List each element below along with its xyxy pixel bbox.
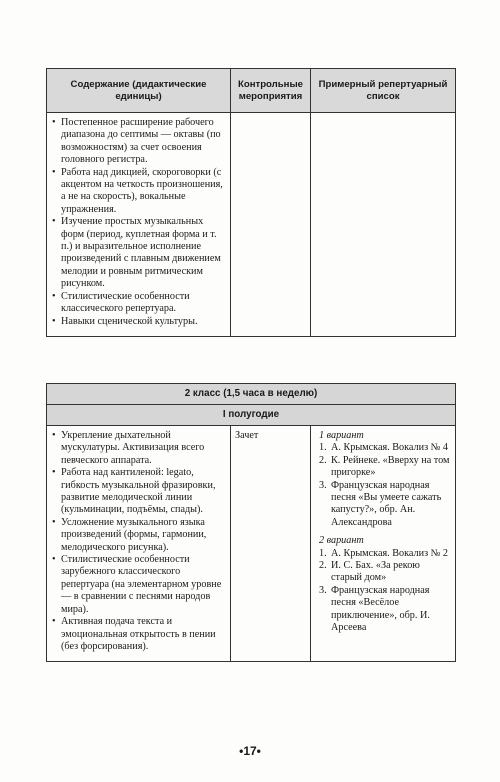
variant-2-title: 2 вариант: [319, 535, 364, 547]
variant-1-title: 1 вариант: [319, 430, 364, 441]
content-cell: [47, 113, 231, 337]
grade-title-row: [47, 384, 456, 405]
table-row: [47, 113, 456, 337]
list-item: • Навыки сценической культуры.: [47, 316, 226, 328]
variant-2-list: [315, 548, 451, 635]
list-item: • Работа над кантиленой: legato, гибкость музыкальной фразировки, развитие мелодической линии (кульминации, подъёмы, спады).: [47, 467, 226, 517]
page-number: •17•: [239, 744, 261, 758]
control-cell: [231, 113, 311, 337]
list-item: • Работа над дикцией, скороговорки (с акцентом на четкость произношения, а не на скорость), вокальные упражнения.: [47, 167, 226, 217]
header-control: Контрольные мероприятия: [231, 69, 311, 113]
variant-1-list: [315, 442, 451, 529]
list-item: • Изучение простых музыкальных форм (период, куплетная форма и т. п.) и выразительное исполнение произведений с плавным движением мелодии и ровным ритмическим рисунком.: [47, 216, 226, 290]
header-repertoire: Примерный репертуарный список: [311, 69, 456, 113]
content-table-continued: [46, 68, 456, 337]
semester-row: [47, 405, 456, 426]
list-item: • Стилистические особенности классического репертуара.: [47, 291, 226, 316]
list-item: • Постепенное расширение рабочего диапазона до септимы — октавы (по возможностям) за счет освоения головного регистра.: [47, 117, 226, 167]
repertoire-item: 2. К. Рейнеке. «Вверху на том пригорке»: [315, 455, 451, 480]
table-row: [47, 426, 456, 662]
header-content: Содержание (дидактические единицы): [47, 69, 231, 113]
list-item: • Укрепление дыхательной мускулатуры. Активизация всего певческого аппарата.: [47, 430, 226, 467]
content-list: [47, 430, 226, 653]
control-cell: Зачет: [231, 426, 311, 662]
grade-2-table: [46, 383, 456, 662]
repertoire-item: 1. А. Крымская. Вокализ № 4: [315, 442, 451, 454]
repertoire-item: 3. Французская народная песня «Весёлое приключение», обр. И. Арсеева: [315, 585, 451, 635]
repertoire-cell: [311, 426, 456, 662]
list-item: • Стилистические особенности зарубежного классического репертуара (на элементарном уровне — в сравнении с песнями народов мира).: [47, 554, 226, 616]
content-cell: [47, 426, 231, 662]
repertoire-item: 3. Французская народная песня «Вы умеете сажать капусту?», обр. Ан. Александрова: [315, 480, 451, 530]
repertoire-cell: [311, 113, 456, 337]
list-item: • Активная подача текста и эмоциональная открытость в пении (без форсирования).: [47, 616, 226, 653]
repertoire-item: 1. А. Крымская. Вокализ № 2: [315, 548, 451, 560]
table-header-row: [47, 69, 456, 113]
content-list: [47, 117, 226, 328]
repertoire-item: 2. И. С. Бах. «За рекою старый дом»: [315, 560, 451, 585]
grade-title: 2 класс (1,5 часа в неделю): [47, 384, 456, 405]
list-item: • Усложнение музыкального языка произведений (формы, гармонии, мелодического рисунка).: [47, 517, 226, 554]
semester-title: I полугодие: [47, 405, 456, 426]
